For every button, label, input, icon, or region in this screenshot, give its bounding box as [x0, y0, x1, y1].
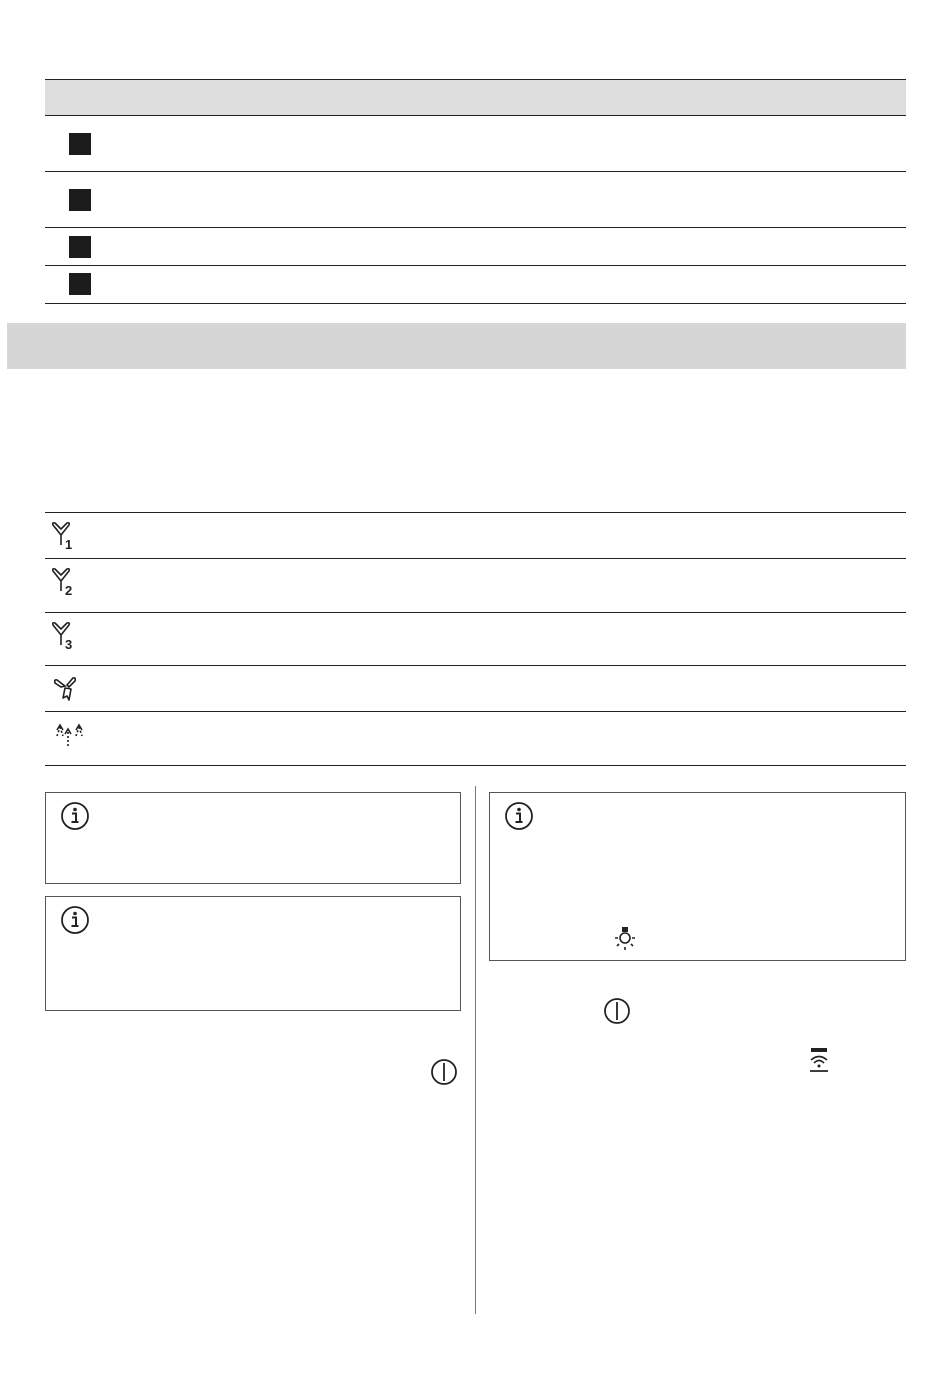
info-icon	[504, 801, 534, 831]
fan-speed-3-icon	[49, 619, 89, 651]
info-note	[45, 792, 461, 884]
key-table	[45, 79, 906, 304]
boost-fan-icon	[49, 672, 89, 704]
section-banner	[7, 323, 906, 369]
table-row	[45, 228, 906, 266]
black-square-icon	[69, 236, 91, 258]
key-table-header	[45, 79, 906, 116]
fan-speed-label: 2	[65, 583, 73, 597]
table-row	[45, 712, 906, 766]
fan-speed-label: 1	[65, 537, 73, 551]
power-icon	[602, 996, 632, 1026]
fan-speed-1-icon	[49, 519, 89, 551]
power-icon	[429, 1057, 459, 1087]
light-icon	[611, 925, 639, 953]
table-row	[45, 266, 906, 304]
table-row	[45, 559, 906, 613]
table-row	[45, 613, 906, 666]
table-row	[45, 666, 906, 712]
info-icon	[60, 905, 90, 935]
black-square-icon	[69, 189, 91, 211]
table-row	[45, 116, 906, 172]
column-divider	[475, 786, 476, 1314]
fan-speed-2-icon	[49, 565, 89, 597]
black-square-icon	[69, 273, 91, 295]
display-icons-table	[45, 512, 906, 766]
fan-speed-label: 3	[65, 637, 73, 651]
hob-to-hood-icon	[805, 1046, 833, 1074]
info-icon	[60, 801, 90, 831]
table-row	[45, 172, 906, 228]
info-note	[45, 896, 461, 1011]
black-square-icon	[69, 133, 91, 155]
table-row	[45, 513, 906, 559]
info-note	[489, 792, 906, 961]
steam-extraction-icon	[49, 718, 89, 750]
